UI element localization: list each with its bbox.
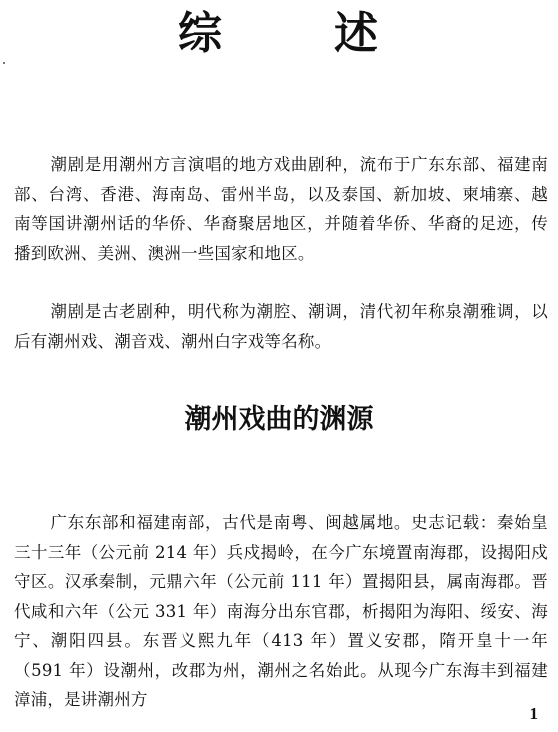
section-heading: 潮州戏曲的渊源 xyxy=(184,404,374,435)
page-number: 1 xyxy=(529,704,538,723)
title-char-right: 述 xyxy=(334,8,380,59)
paragraph-origin-text: 广东东部和福建南部，古代是南粤、闽越属地。史志记载：秦始皇三十三年（公元前 214 年）兵戍揭岭，在今广东境置南海郡，设揭阳戍守区。汉承秦制，元鼎六年（公元前 111 年）置揭阳县，属南海郡。晋代咸和六年（公元 331 年）南海分出东官郡，析揭阳为海阳、绥安、海宁、潮阳四县。东晋义熙九年（413 年）置义安郡，隋开皇十一年（591 年）设潮州，改郡为州，潮州之名始此。从现今广东海丰到福建漳浦，是讲潮州方 xyxy=(14,513,548,709)
title-char-left: 综 xyxy=(178,8,224,59)
paragraph-history-text: 潮剧是古老剧种，明代称为潮腔、潮调，清代初年称泉潮雅调，以后有潮州戏、潮音戏、潮州白字戏等名称。 xyxy=(14,302,548,351)
scan-speck xyxy=(3,62,5,64)
paragraph-intro-text: 潮剧是用潮州方言演唱的地方戏曲剧种，流布于广东东部、福建南部、台湾、香港、海南岛、雷州半岛，以及泰国、新加坡、柬埔寨、越南等国讲潮州话的华侨、华裔聚居地区，并随着华侨、华裔的足迹，传播到欧洲、美洲、澳洲一些国家和地区。 xyxy=(14,155,548,263)
page-title xyxy=(0,10,558,58)
paragraph-origin xyxy=(14,508,548,715)
paragraph-history xyxy=(14,297,548,356)
paragraph-intro xyxy=(14,150,548,268)
